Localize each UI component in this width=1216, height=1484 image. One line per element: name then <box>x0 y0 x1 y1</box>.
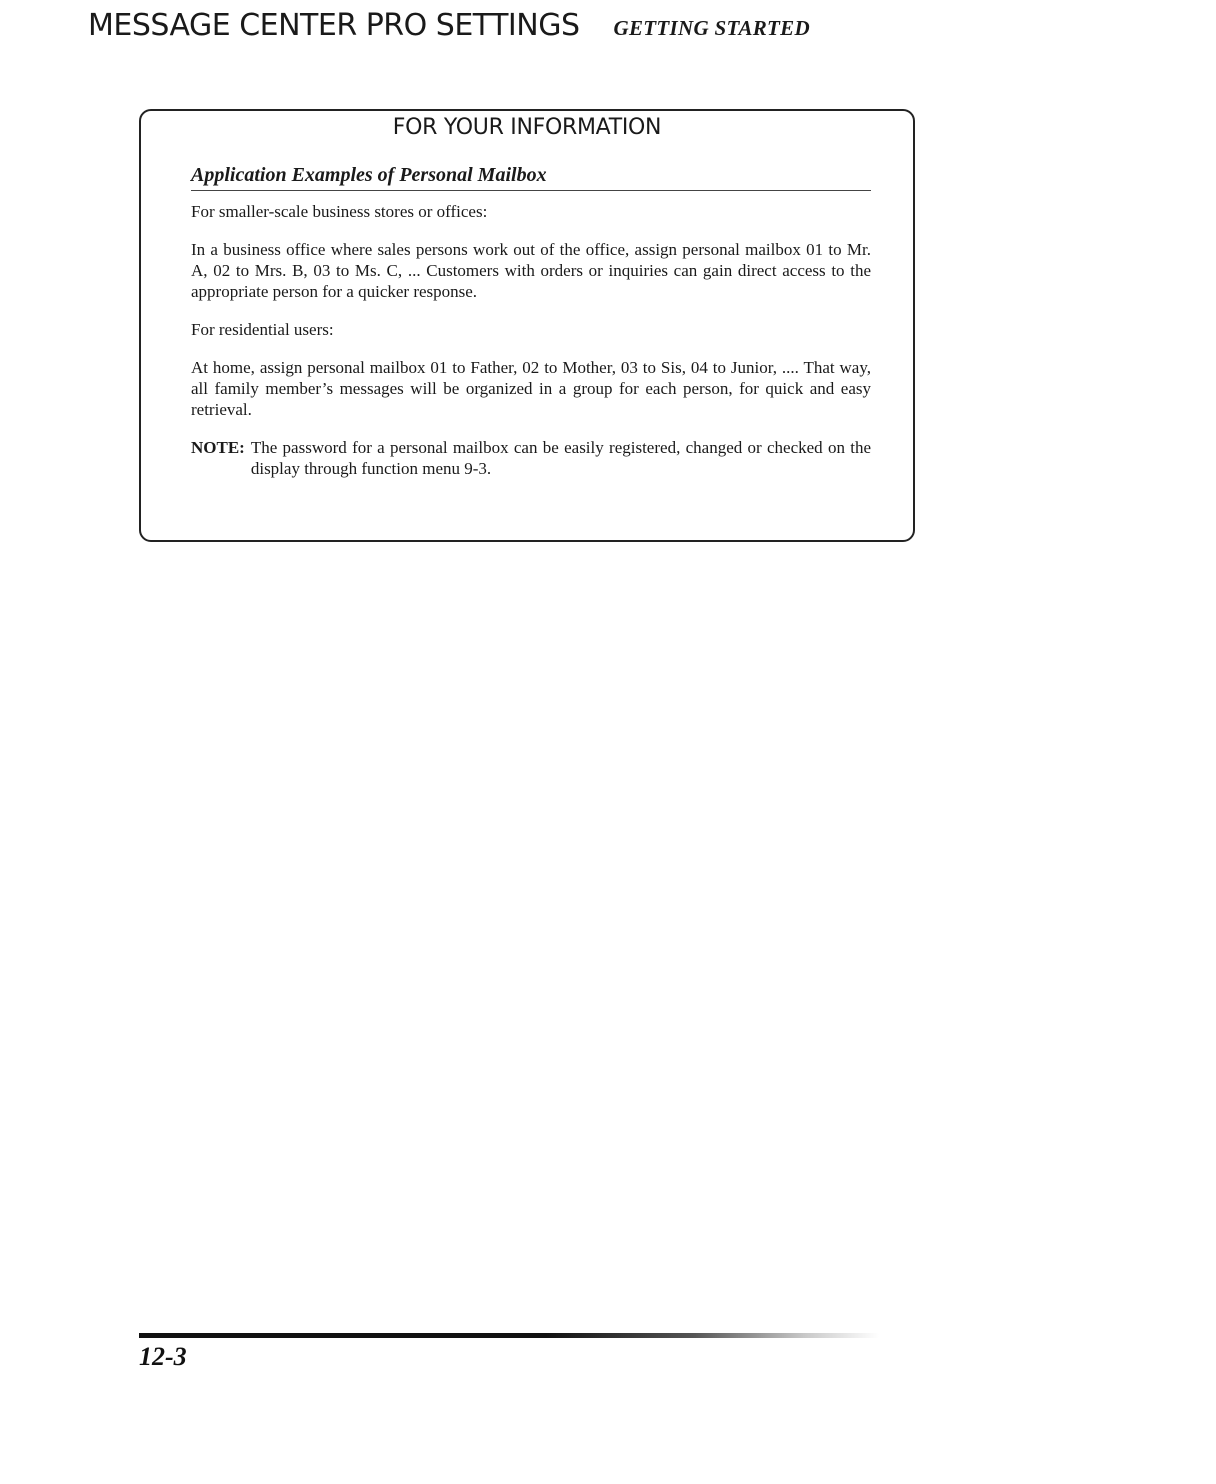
info-box <box>139 109 915 542</box>
paragraph-business-intro: For smaller-scale business stores or offices: <box>191 202 488 221</box>
note-label: NOTE: <box>191 438 245 457</box>
note-text: The password for a personal mailbox can be easily registered, changed or checked on the display through function menu 9-3. <box>250 438 871 478</box>
note <box>191 437 871 479</box>
paragraph-residential-intro: For residential users: <box>191 320 334 339</box>
paragraph-residential-example: At home, assign personal mailbox 01 to Father, 02 to Mother, 03 to Sis, 04 to Junior, .... That way, all family member’s messages will be organized in a group for each person, for quick and easy retrieval. <box>191 358 871 419</box>
page-number: 12-3 <box>139 1342 187 1371</box>
section-title: GETTING STARTED <box>613 16 810 40</box>
footer-rule <box>139 1333 879 1338</box>
page-header <box>88 8 810 52</box>
info-box-content <box>191 163 871 479</box>
paragraph-business-example: In a business office where sales persons work out of the office, assign personal mailbox 01 to Mr. A, 02 to Mrs. B, 03 to Ms. C, ... Customers with orders or inquiries can gain direct access to the appropriate person for a quicker response. <box>191 240 871 301</box>
page-title: MESSAGE CENTER PRO SETTINGS <box>88 8 580 43</box>
info-box-title: FOR YOUR INFORMATION <box>392 115 662 140</box>
info-box-heading: Application Examples of Personal Mailbox <box>191 163 871 191</box>
